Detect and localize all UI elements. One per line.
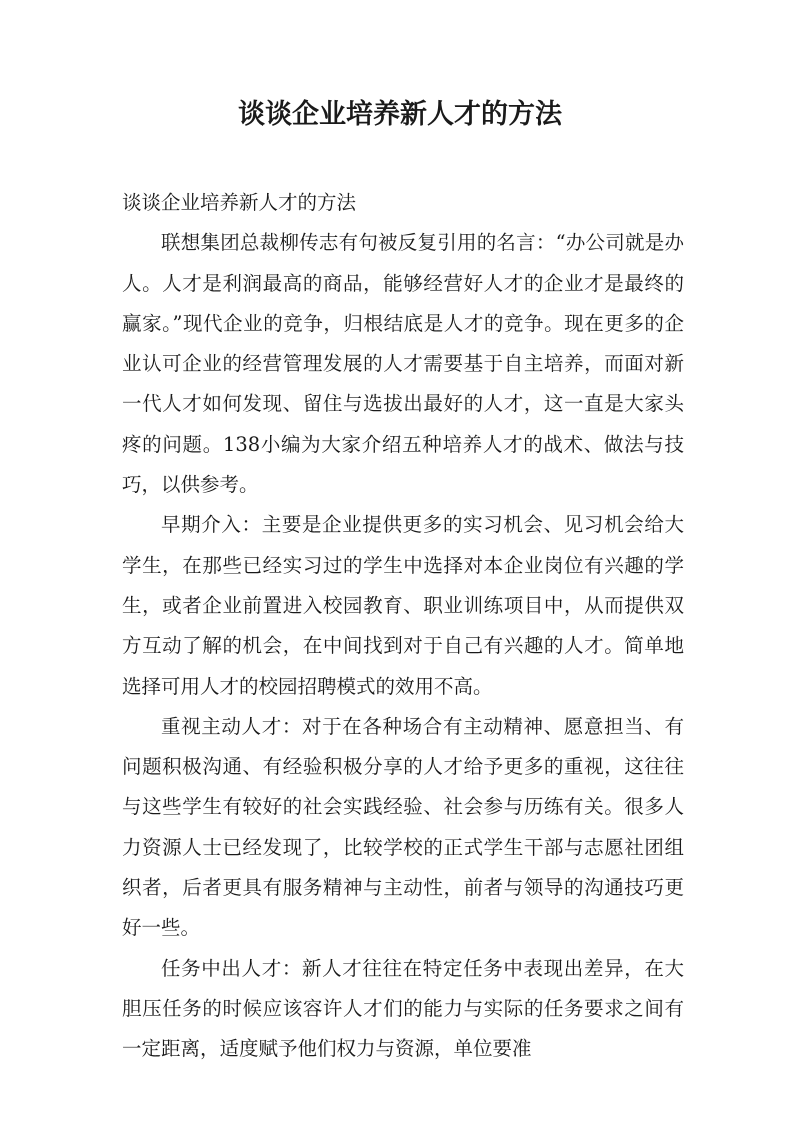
document-title: 谈谈企业培养新人才的方法 [238, 99, 562, 130]
paragraph-intro: 联想集团总裁柳传志有句被反复引用的名言：“办公司就是办人。人才是利润最高的商品，能够经营好人才的企业才是最终的赢家。”现代企业的竞争，归根结底是人才的竞争。现在更多的企业认可企业的经营管理发展的人才需要基于自主培养，而面对新一代人才如何发现、留住与选拔出最好的人才，这一直是大家头疼的问题。138小编为大家介绍五种培养人才的战术、做法与技巧，以供参考。 [122, 231, 684, 497]
paragraph-task-talent: 任务中出人才：新人才往往在特定任务中表现出差异，在大胆压任务的时候应该容许人才们的能力与实际的任务要求之间有一定距离，适度赋予他们权力与资源，单位要准 [122, 956, 684, 1061]
paragraph-proactive-talent: 重视主动人才：对于在各种场合有主动精神、愿意担当、有问题积极沟通、有经验积极分享的人才给予更多的重视，这往往与这些学生有较好的社会实践经验、社会参与历练有关。很多人力资源人士已经发现了，比较学校的正式学生干部与志愿社团组织者，后者更具有服务精神与主动性，前者与领导的沟通技巧更好一些。 [122, 714, 684, 940]
document-body [122, 183, 684, 1070]
document-subtitle: 谈谈企业培养新人才的方法 [122, 191, 357, 214]
paragraph-early-intervention: 早期介入：主要是企业提供更多的实习机会、见习机会给大学生，在那些已经实习过的学生中选择对本企业岗位有兴趣的学生，或者企业前置进入校园教育、职业训练项目中，从而提供双方互动了解的机会，在中间找到对于自己有兴趣的人才。简单地选择可用人才的校园招聘模式的效用不高。 [122, 513, 684, 698]
